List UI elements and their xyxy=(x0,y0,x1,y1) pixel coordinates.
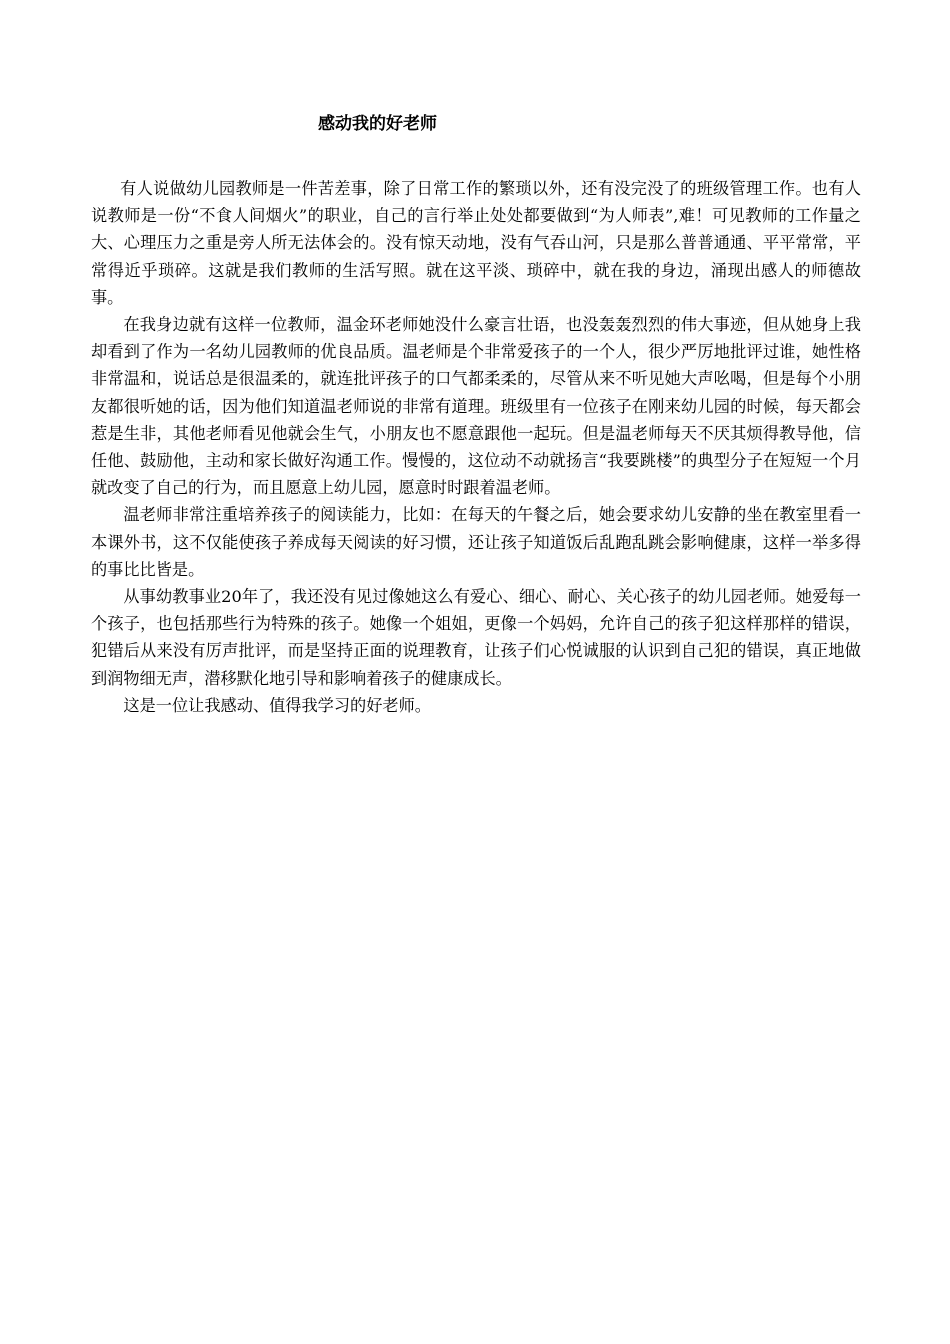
paragraph-1: 有人说做幼儿园教师是一件苦差事，除了日常工作的繁琐以外，还有没完没了的班级管理工作。也有人说教师是一份“不食人间烟火”的职业，自己的言行举止处处都要做到“为人师表”,难！可见教师的工作量之大、心理压力之重是旁人所无法体会的。没有惊天动地，没有气吞山河，只是那么普普通通、平平常常，平常得近乎琐碎。这就是我们教师的生活写照。就在这平淡、琐碎中，就在我的身边，涌现出感人的师德故事。 xyxy=(91,179,861,307)
paragraph-4: 从事幼教事业20年了，我还没有见过像她这么有爱心、细心、耐心、关心孩子的幼儿园老师。她爱每一个孩子，也包括那些行为特殊的孩子。她像一个姐姐，更像一个妈妈，允许自己的孩子犯这样那样的错误，犯错后从来没有厉声批评，而是坚持正面的说理教育，让孩子们心悦诚服的认识到自己犯的错误，真正地做到润物细无声，潜移默化地引导和影响着孩子的健康成长。 xyxy=(91,587,861,688)
document-title: 感动我的好老师 xyxy=(318,114,437,134)
paragraph-2: 在我身边就有这样一位教师，温金环老师她没什么豪言壮语，也没轰轰烈烈的伟大事迹，但从她身上我却看到了作为一名幼儿园教师的优良品质。温老师是个非常爱孩子的一个人，很少严厉地批评过谁，她性格非常温和，说话总是很温柔的，就连批评孩子的口气都柔柔的，尽管从来不听见她大声吆喝，但是每个小朋友都很听她的话，因为他们知道温老师说的非常有道理。班级里有一位孩子在刚来幼儿园的时候，每天都会惹是生非，其他老师看见他就会生气，小朋友也不愿意跟他一起玩。但是温老师每天不厌其烦得教导他，信任他、鼓励他，主动和家长做好沟通工作。慢慢的，这位动不动就扬言“我要跳楼”的典型分子在短短一个月就改变了自己的行为，而且愿意上幼儿园，愿意时时跟着温老师。 xyxy=(91,315,861,498)
document-body xyxy=(91,175,861,719)
paragraph-3: 温老师非常注重培养孩子的阅读能力，比如：在每天的午餐之后，她会要求幼儿安静的坐在教室里看一本课外书，这不仅能使孩子养成每天阅读的好习惯，还让孩子知道饭后乱跑乱跳会影响健康，这样一举多得的事比比皆是。 xyxy=(91,505,861,579)
paragraph-5: 这是一位让我感动、值得我学习的好老师。 xyxy=(123,695,431,715)
